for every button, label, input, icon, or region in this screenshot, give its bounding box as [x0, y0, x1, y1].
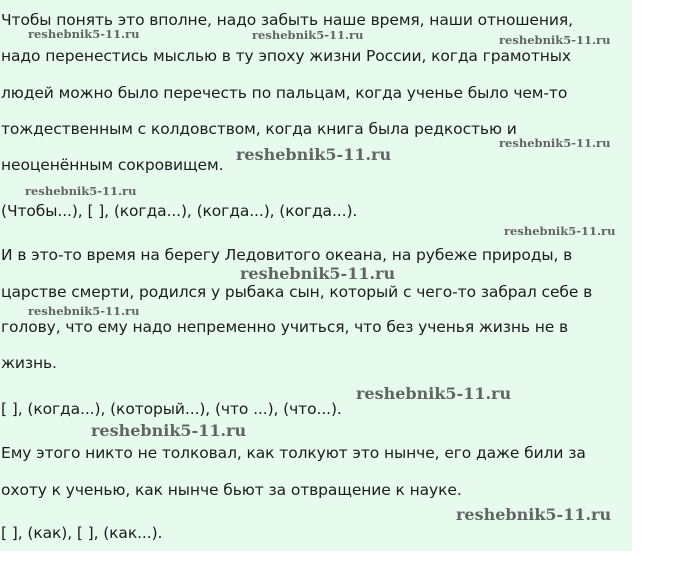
text-line: надо перенестись мыслью в ту эпоху жизни России, когда грамотных — [1, 47, 571, 65]
text-line: голову, что ему надо непременно учиться, что без ученья жизнь не в — [1, 318, 569, 336]
scheme-line: [ ], (как), [ ], (как...). — [1, 524, 163, 542]
text-line: царстве смерти, родился у рыбака сын, который с чего-то забрал себе в — [1, 283, 593, 301]
watermark: reshebnik5-11.ru — [499, 136, 611, 150]
watermark: reshebnik5-11.ru — [499, 33, 611, 47]
watermark: reshebnik5-11.ru — [356, 384, 512, 403]
text-line: Ему этого никто не толковал, как толкуют это нынче, его даже били за — [1, 444, 586, 462]
watermark: reshebnik5-11.ru — [252, 28, 364, 42]
watermark: reshebnik5-11.ru — [91, 421, 247, 440]
text-line: И в это-то время на берегу Ледовитого океана, на рубеже природы, в — [1, 246, 573, 264]
text-line: людей можно было перечесть по пальцам, когда ученье было чем-то — [1, 84, 568, 102]
text-line: Чтобы понять это вполне, надо забыть наше время, наши отношения, — [1, 11, 573, 29]
watermark: reshebnik5-11.ru — [456, 505, 612, 524]
watermark: reshebnik5-11.ru — [236, 145, 392, 164]
text-line: тождественным с колдовством, когда книга была редкостью и — [1, 120, 517, 138]
watermark: reshebnik5-11.ru — [25, 184, 137, 198]
watermark: reshebnik5-11.ru — [28, 304, 140, 318]
scheme-line: [ ], (когда...), (который...), (что ...), (что...). — [1, 400, 342, 418]
watermark: reshebnik5-11.ru — [240, 264, 396, 283]
scheme-line: (Чтобы...), [ ], (когда...), (когда...), (когда...). — [1, 202, 358, 220]
text-line: жизнь. — [1, 354, 57, 372]
text-line: охоту к ученью, как нынче бьют за отвращение к науке. — [1, 481, 462, 499]
watermark: reshebnik5-11.ru — [28, 27, 140, 41]
text-line: неоценённым сокровищем. — [1, 156, 224, 174]
watermark: reshebnik5-11.ru — [504, 224, 616, 238]
